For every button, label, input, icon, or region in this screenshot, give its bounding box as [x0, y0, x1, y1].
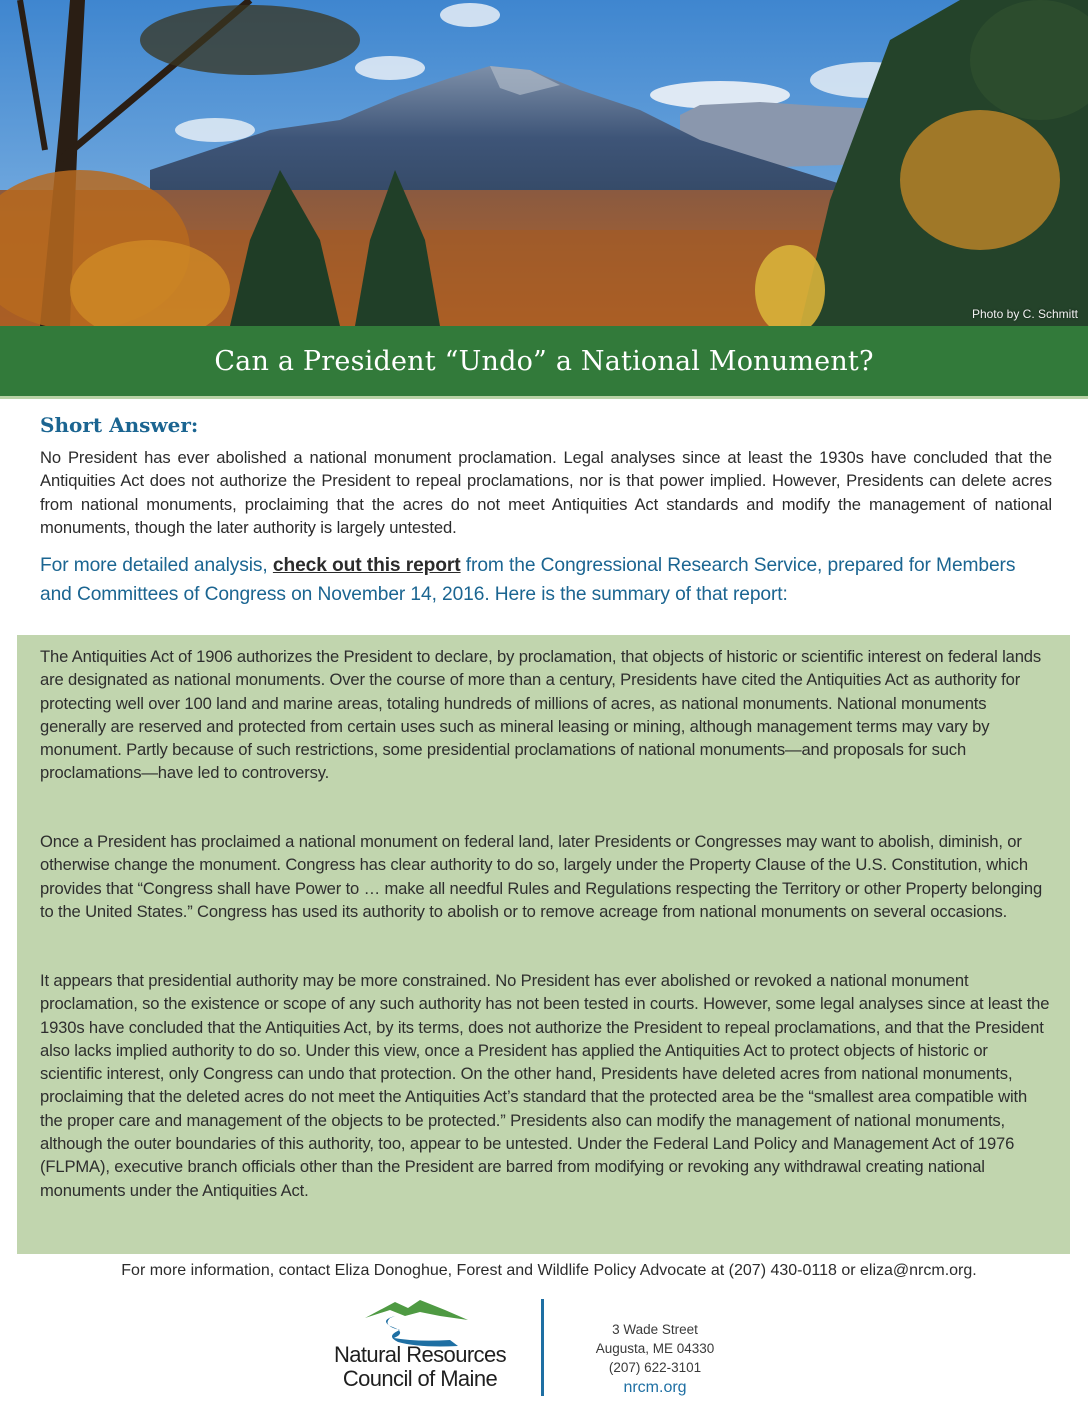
footer-divider: [541, 1299, 544, 1396]
analysis-prefix: For more detailed analysis,: [40, 555, 273, 576]
address-city: Augusta, ME 04330: [595, 1341, 715, 1356]
org-name-line1: Natural Resources: [334, 1342, 506, 1367]
title-band: [0, 326, 1088, 399]
analysis-paragraph: [40, 551, 1050, 609]
photo-credit: Photo by C. Schmitt: [971, 307, 1078, 321]
org-name: [322, 1343, 518, 1391]
page-title: Can a President “Undo” a National Monument?: [214, 345, 874, 377]
short-answer-body: No President has ever abolished a national monument proclamation. Legal analyses since at least the 1930s have concluded that the Antiquities Act does not authorize the President to repeal proclamations, nor is that power implied. However, Presidents can delete acres from national monuments, proclaiming that the acres do not meet Antiquities Act standards and modify the management of national monuments, though the later authority is largely untested.: [40, 448, 1052, 537]
report-link[interactable]: check out this report: [272, 555, 461, 576]
logo-mountains: [365, 1300, 468, 1320]
contact-info: For more information, contact Eliza Donoghue, Forest and Wildlife Policy Advocate at (207) 430-0118 or eliza@nrcm.org.: [121, 1262, 977, 1279]
summary-paragraph: The Antiquities Act of 1906 authorizes the President to declare, by proclamation, that objects of historic or scientific interest on federal lands are designated as national monuments. Over the course of more than a century, Presidents have cited the Antiquities Act as authority for protecting well over 100 land and marine areas, totaling hundreds of millions of acres, as national monuments. National monuments generally are reserved and protected from certain uses such as mineral leasing or mining, although management terms may vary by monument. Partly because of such restrictions, some presidential proclamations of national monuments—and proposals for such proclamations—have led to controversy.: [40, 647, 1042, 783]
mountain-landscape-image: [0, 0, 1088, 326]
address-block: [575, 1320, 735, 1399]
summary-paragraph: It appears that presidential authority may be more constrained. No President has ever abolished or revoked a national monument proclamation, so the existence or scope of any such authority has not been tested in courts. However, some legal analyses since at least the 1930s have concluded that the Antiquities Act, by its terms, does not authorize the President to repeal proclamations, and that the President also lacks implied authority to do so. Under this view, once a President has applied the Antiquities Act to protect objects of historic or scientific interest, only Congress can undo that protection. On the other hand, Presidents have deleted acres from national monuments, proclaiming that the deleted acres do not meet the Antiquities Act’s standard that the protected area be the “smallest area compatible with the proper care and management of the objects to be protected.” Presidents also can modify the management of national monuments, although the outer boundaries of this authority, too, appear to be untested. Under the Federal Land Policy and Management Act of 1976 (FLPMA), executive branch officials other than the President are barred from modifying or revoking any withdrawal creating national monuments under the Antiquities Act.: [40, 971, 1050, 1200]
analysis-suffix: from the Congressional Research Service, prepared for Members and Committees of Congress on November 14, 2016. Here is the summary of that report:: [40, 555, 1016, 605]
org-name-line2: Council of Maine: [342, 1366, 498, 1391]
summary-box: [17, 635, 1070, 1254]
header-photo: [0, 0, 1088, 326]
address-street: 3 Wade Street: [612, 1322, 698, 1337]
summary-paragraph: Once a President has proclaimed a national monument on federal land, later Presidents or Congresses may want to abolish, diminish, or otherwise change the monument. Congress has clear authority to do so, largely under the Property Clause of the U.S. Constitution, which provides that “Congress shall have Power to … make all needful Rules and Regulations respecting the Territory or other Property belonging to the United States.” Congress has used its authority to abolish or to remove acreage from national monuments on several occasions.: [40, 832, 1043, 921]
short-answer-heading: Short Answer:: [40, 413, 199, 437]
address-phone: (207) 622-3101: [608, 1360, 702, 1375]
website-link[interactable]: nrcm.org: [623, 1379, 687, 1396]
